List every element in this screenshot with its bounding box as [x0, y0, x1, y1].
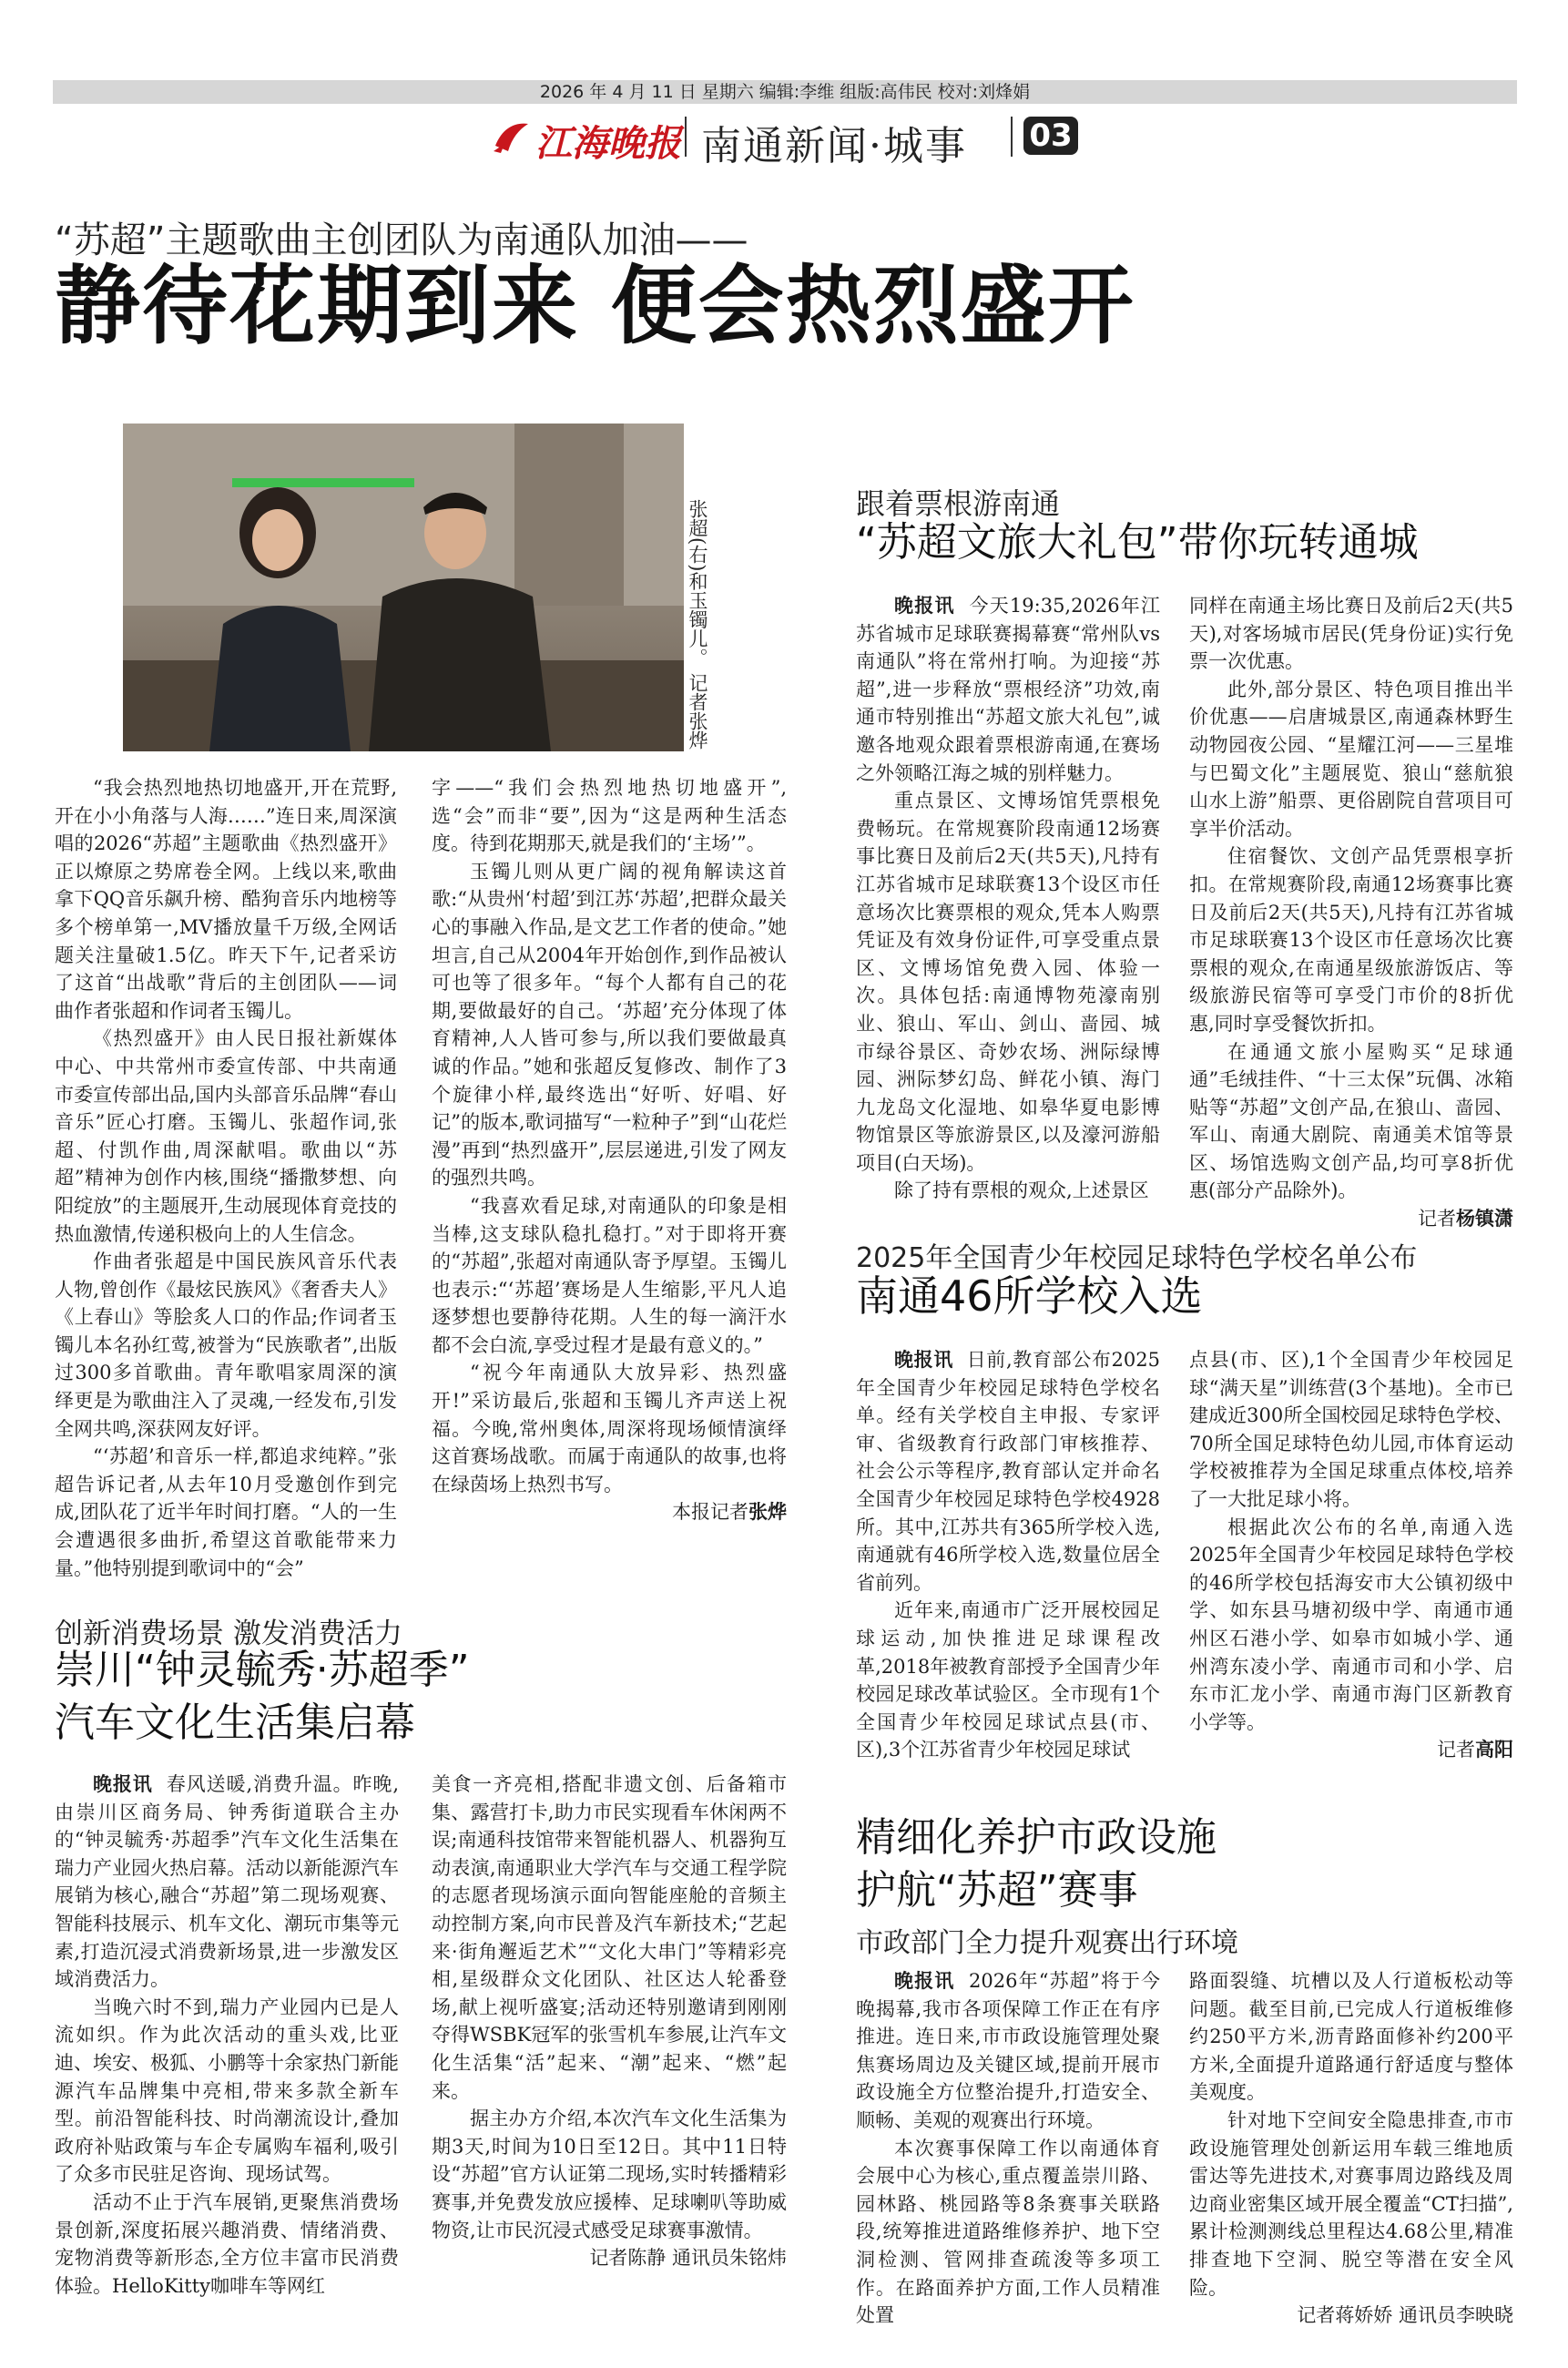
byline [1189, 1736, 1513, 1763]
tourism-column-1 [856, 592, 1160, 1205]
paragraph: 作曲者张超是中国民族风音乐代表人物,曾创作《最炫民族风》《奢香夫人》《上春山》等脍炙人口的作品;作词者玉镯儿本名孙红莺,被誉为“民族歌者”,出版过300多首歌曲。青年歌唱家周深的演绎更是为歌曲注入了灵魂,一经发布,引发全网共鸣,深获网友好评。 [55, 1250, 397, 1440]
paragraph: 重点景区、文博场馆凭票根免费畅玩。在常规赛阶段南通12场赛事比赛日及前后2天(共5天),凡持有江苏省城市足球联赛13个设区市任意场次比赛票根的观众,凭本人购票凭证及有效身份证件,可享受重点景区、文博场馆免费入园、体验一次。具体包括:南通博物苑濠南别业、狼山、军山、剑山、啬园、城市绿谷景区、奇妙农场、洲际绿博园、洲际梦幻岛、鲜花小镇、海门九龙岛文化湿地、如皋华夏电影博物馆景区等旅游景区,以及濠河游船项目(白天场)。 [856, 790, 1160, 1174]
paragraph: “我会热烈地热切地盛开,开在荒野,开在小小角落与人海……”连日来,周深演唱的2026“苏超”主题歌曲《热烈盛开》正以燎原之势席卷全网。上线以来,歌曲拿下QQ音乐飙升榜、酷狗音乐内地榜等多个榜单第一,MV播放量千万级,全网话题关注量破1.5亿。昨天下午,记者采访了这首“出战歌”背后的主创团队——词曲作者张超和作词者玉镯儿。 [55, 777, 397, 1022]
paragraph: 美食一齐亮相,搭配非遗文创、后备箱市集、露营打卡,助力市民实现看车休闲两不误;南通科技馆带来智能机器人、机器狗互动表演,南通职业大学汽车与交通工程学院的志愿者现场演示面向智能座舱的音频主动控制方案,向市民普及汽车新技术;“艺起来·街角邂逅艺术”“文化大串门”等精彩亮相,星级群众文化团队、社区达人轮番登场,献上视听盛宴;活动还特别邀请到刚刚夺得WSBK冠军的张雪机车参展,让汽车文化生活集“活”起来、“潮”起来、“燃”起来。 [432, 1773, 787, 2102]
lead-label: 晚报讯 [894, 595, 955, 617]
paragraph: 活动不止于汽车展销,更聚焦消费场景创新,深度拓展兴趣消费、情绪消费、宠物消费等新形态,全方位丰富市民消费体验。HelloKitty咖啡车等网红 [55, 2190, 399, 2297]
paragraph: 近年来,南通市广泛开展校园足球运动,加快推进足球课程改革,2018年被教育部授予全国青少年校园足球改革试验区。全市现有1个全国青少年校园足球试点县(市、区),3个江苏省青少年校园足球试 [856, 1599, 1160, 1761]
paragraph: “‘苏超’和音乐一样,都追求纯粹。”张超告诉记者,从去年10月受邀创作到完成,团队花了近半年时间打磨。“人的一生会遭遇很多曲折,希望这首歌能带来力量。”他特别提到歌词中的“会” [55, 1445, 397, 1579]
byline-name: 杨镇潇 [1456, 1208, 1513, 1230]
tourism-column-2 [1189, 592, 1513, 1232]
paragraph: 此外,部分景区、特色项目推出半价优惠——启唐城景区,南通森林野生动物园夜公园、“星耀江河——三星堆与巴蜀文化”主题展览、狼山“慈航狼山水上游”船票、更俗剧院自营项目可享半价活动。 [1189, 678, 1513, 840]
byline-label: 本报记者 [672, 1501, 748, 1524]
paragraph: 除了持有票根的观众,上述景区 [894, 1179, 1149, 1202]
interview-photo [123, 424, 684, 751]
byline-label: 记者 [1437, 1739, 1475, 1761]
page-number: 03 [1023, 117, 1078, 155]
municipal-subhead: 市政部门全力提升观赛出行环境 [856, 1927, 1238, 1959]
byline-name: 高阳 [1475, 1739, 1513, 1761]
auto-headline-line1: 崇川“钟灵毓秀·苏超季” [55, 1647, 470, 1693]
paragraph: 点县(市、区),1个全国青少年校园足球“满天星”训练营(3个基地)。全市已建成近300所全国校园足球特色学校、70所全国足球特色幼儿园,市体育运动学校被推荐为全国足球重点体校,培养了一大批足球小将。 [1189, 1349, 1513, 1510]
paragraph: 字——“我们会热烈地热切地盛开”,选“会”而非“要”,因为“这是两种生活态度。待到花期那天,就是我们的‘主场’”。 [432, 777, 787, 855]
info-bar: 2026 年 4 月 11 日 星期六 编辑:李维 组版:高伟民 校对:刘烽娟 [53, 80, 1517, 104]
byline-label: 记者 [1418, 1208, 1456, 1230]
paragraph: 本次赛事保障工作以南通体育会展中心为核心,重点覆盖崇川路、园林路、桃园路等8条赛事关联路段,统筹推进道路维修养护、地下空洞检测、管网排查疏浚等多项工作。在路面养护方面,工作人员精准处置 [856, 2137, 1160, 2327]
school-column-1 [856, 1346, 1160, 1764]
masthead-divider [1011, 117, 1013, 157]
paragraph: 路面裂缝、坑槽以及人行道板松动等问题。截至目前,已完成人行道板维修约250平方米,沥青路面修补约200平方米,全面提升道路通行舒适度与整体美观度。 [1189, 1970, 1513, 2104]
photo-caption: 张超(右)和玉镯儿。 记者张烨 [687, 499, 708, 750]
municipal-column-2 [1189, 1967, 1513, 2329]
paragraph: 针对地下空间安全隐患排查,市市政设施管理处创新运用车载三维地质雷达等先进技术,对赛事周边路线及周边商业密集区域开展全覆盖“CT扫描”,累计检测测线总里程达4.68公里,精准排查地下空洞、脱空等潜在安全风险。 [1189, 2108, 1513, 2299]
paragraph: 据主办方介绍,本次汽车文化生活集为期3天,时间为10日至12日。其中11日特设“苏超”官方认证第二现场,实时转播精彩赛事,并免费发放应援棒、足球喇叭等助威物资,让市民沉浸式感受足球赛事激情。 [432, 2108, 787, 2241]
paragraph: 在通通文旅小屋购买“足球通通”毛绒挂件、“十三太保”玩偶、冰箱贴等“苏超”文创产品,在狼山、啬园、军山、南通大剧院、南通美术馆等景区、场馆选购文创产品,均可享8折优惠(部分产品除外)。 [1189, 1040, 1513, 1202]
section-title: 南通新闻·城事 [701, 123, 967, 169]
paragraph: “我喜欢看足球,对南通队的印象是相当棒,这支球队稳扎稳打。”对于即将开赛的“苏超”,张超对南通队寄予厚望。玉镯儿也表示:“‘苏超’赛场是人生缩影,平凡人追逐梦想也要静待花期。人生的每一滴汗水都不会白流,享受过程才是最有意义的。” [432, 1194, 787, 1356]
school-column-2 [1189, 1346, 1513, 1763]
municipal-headline-line1: 精细化养护市政设施 [856, 1814, 1217, 1861]
paragraph: 春风送暖,消费升温。昨晚,由崇川区商务局、钟秀街道联合主办的“钟灵毓秀·苏超季”汽车文化生活集在瑞力产业园火热启幕。活动以新能源汽车展销为核心,融合“苏超”第二现场观赛、智能科技展示、机车文化、潮玩市集等元素,打造沉浸式消费新场景,进一步激发区域消费活力。 [55, 1773, 399, 1991]
tourism-headline: “苏超文旅大礼包”带你玩转通城 [856, 519, 1419, 566]
paragraph: 根据此次公布的名单,南通入选2025年全国青少年校园足球特色学校的46所学校包括海安市大公镇初级中学、如东县马塘初级中学、南通市通州区石港小学、如皋市如城小学、通州湾东凌小学、南通市司和小学、启东市汇龙小学、南通市海门区新教育小学等。 [1189, 1516, 1513, 1733]
paragraph: 2026年“苏超”将于今晚揭幕,我市各项保障工作正在有序推进。连日来,市市政设施管理处聚焦赛场周边及关键区域,提前开展市政设施全方位整治提升,打造安全、顺畅、美观的观赛出行环境。 [856, 1970, 1161, 2131]
paragraph: 当晚六时不到,瑞力产业园内已是人流如织。作为此次活动的重头戏,比亚迪、埃安、极狐、小鹏等十余家热门新能源汽车品牌集中亮相,带来多款全新车型。前沿智能科技、时尚潮流设计,叠加政府补贴政策与车企专属购车福利,吸引了众多市民驻足咨询、现场试驾。 [55, 1995, 399, 2186]
lead-column-1 [55, 774, 397, 1582]
lead-kicker: “苏超”主题歌曲主创团队为南通队加油—— [55, 219, 748, 261]
auto-headline-line2: 汽车文化生活集启幕 [55, 1699, 415, 1746]
municipal-column-1 [856, 1967, 1160, 2330]
lead-column-2 [432, 774, 787, 1526]
tourism-kicker: 跟着票根游南通 [856, 486, 1061, 521]
paragraph: 住宿餐饮、文创产品凭票根享折扣。在常规赛阶段,南通12场赛事比赛日及前后2天(共5天),凡持有江苏省城市足球联赛13个设区市任意场次比赛票根的观众,在南通星级旅游饭店、等级旅游民宿等可享受门市价的8折优惠,同时享受餐饮折扣。 [1189, 845, 1513, 1035]
byline [432, 1498, 787, 1526]
paragraph: 《热烈盛开》由人民日报社新媒体中心、中共常州市委宣传部、中共南通市委宣传部出品,国内头部音乐品牌“春山音乐”匠心打磨。玉镯儿、张超作词,张超、付凯作曲,周深献唱。歌曲以“苏超”精神为创作内核,围绕“播撒梦想、向阳绽放”的主题展开,生动展现体育竞技的热血激情,传递积极向上的人生信念。 [55, 1027, 397, 1245]
byline: 记者蒋娇娇 通讯员李映晓 [1297, 2304, 1513, 2327]
paragraph: 同样在南通主场比赛日及前后2天(共5天),对客场城市居民(凭身份证)实行免票一次优惠。 [1189, 595, 1513, 673]
school-headline: 南通46所学校入选 [856, 1271, 1203, 1321]
byline-name: 张烨 [748, 1501, 787, 1524]
paragraph: 玉镯儿则从更广阔的视角解读这首歌:“从贵州‘村超’到江苏‘苏超’,把群众最关心的事融入作品,是文艺工作者的使命。”她坦言,自己从2004年开始创作,到作品被认可也等了很多年。“每个人都有自己的花期,要做最好的自己。‘苏超’充分体现了体育精神,人人皆可参与,所以我们要做最真诚的作品。”她和张超反复修改、制作了3个旋律小样,最终选出“好听、好唱、好记”的版本,歌词描写“一粒种子”到“山花烂漫”再到“热烈盛开”,层层递进,引发了网友的强烈共鸣。 [432, 860, 787, 1189]
masthead [473, 107, 1093, 169]
byline [1189, 1205, 1513, 1232]
byline: 记者陈静 通讯员朱铭炜 [589, 2247, 787, 2270]
school-kicker: 2025年全国青少年校园足球特色学校名单公布 [856, 1242, 1418, 1274]
interview-photo-illustration [123, 424, 684, 751]
lead-label: 晚报讯 [894, 1970, 955, 1992]
masthead-divider [685, 117, 687, 157]
lead-label: 晚报讯 [894, 1349, 953, 1371]
paragraph: “祝今年南通队大放异彩、热烈盛开!”采访最后,张超和玉镯儿齐声送上祝福。今晚,常州奥体,周深将现场倾情演绎这首赛场战歌。而属于南通队的故事,也将在绿茵场上热烈书写。 [432, 1362, 787, 1495]
municipal-headline-line2: 护航“苏超”赛事 [856, 1867, 1138, 1914]
auto-column-2 [432, 1771, 787, 2271]
paragraph: 今天19:35,2026年江苏省城市足球联赛揭幕赛“常州队vs南通队”将在常州打响。为迎接“苏超”,进一步释放“票根经济”功效,南通市特别推出“苏超文旅大礼包”,诚邀各地观众跟着票根游南通,在赛场之外领略江海之城的别样魅力。 [856, 595, 1160, 784]
lead-label: 晚报讯 [93, 1773, 153, 1795]
auto-kicker: 创新消费场景 激发消费活力 [55, 1618, 402, 1650]
paragraph: 日前,教育部公布2025年全国青少年校园足球特色学校名单。经有关学校自主申报、专家评审、省级教育行政部门审核推荐、社会公示等程序,教育部认定并命名全国青少年校园足球特色学校4928所。其中,江苏共有365所学校入选,南通就有46所学校入选,数量位居全省前列。 [856, 1349, 1160, 1594]
auto-column-1 [55, 1771, 399, 2300]
paper-logo-icon [492, 118, 532, 155]
lead-headline: 静待花期到来 便会热烈盛开 [55, 257, 1135, 356]
paper-name: 江海晚报 [535, 123, 681, 165]
